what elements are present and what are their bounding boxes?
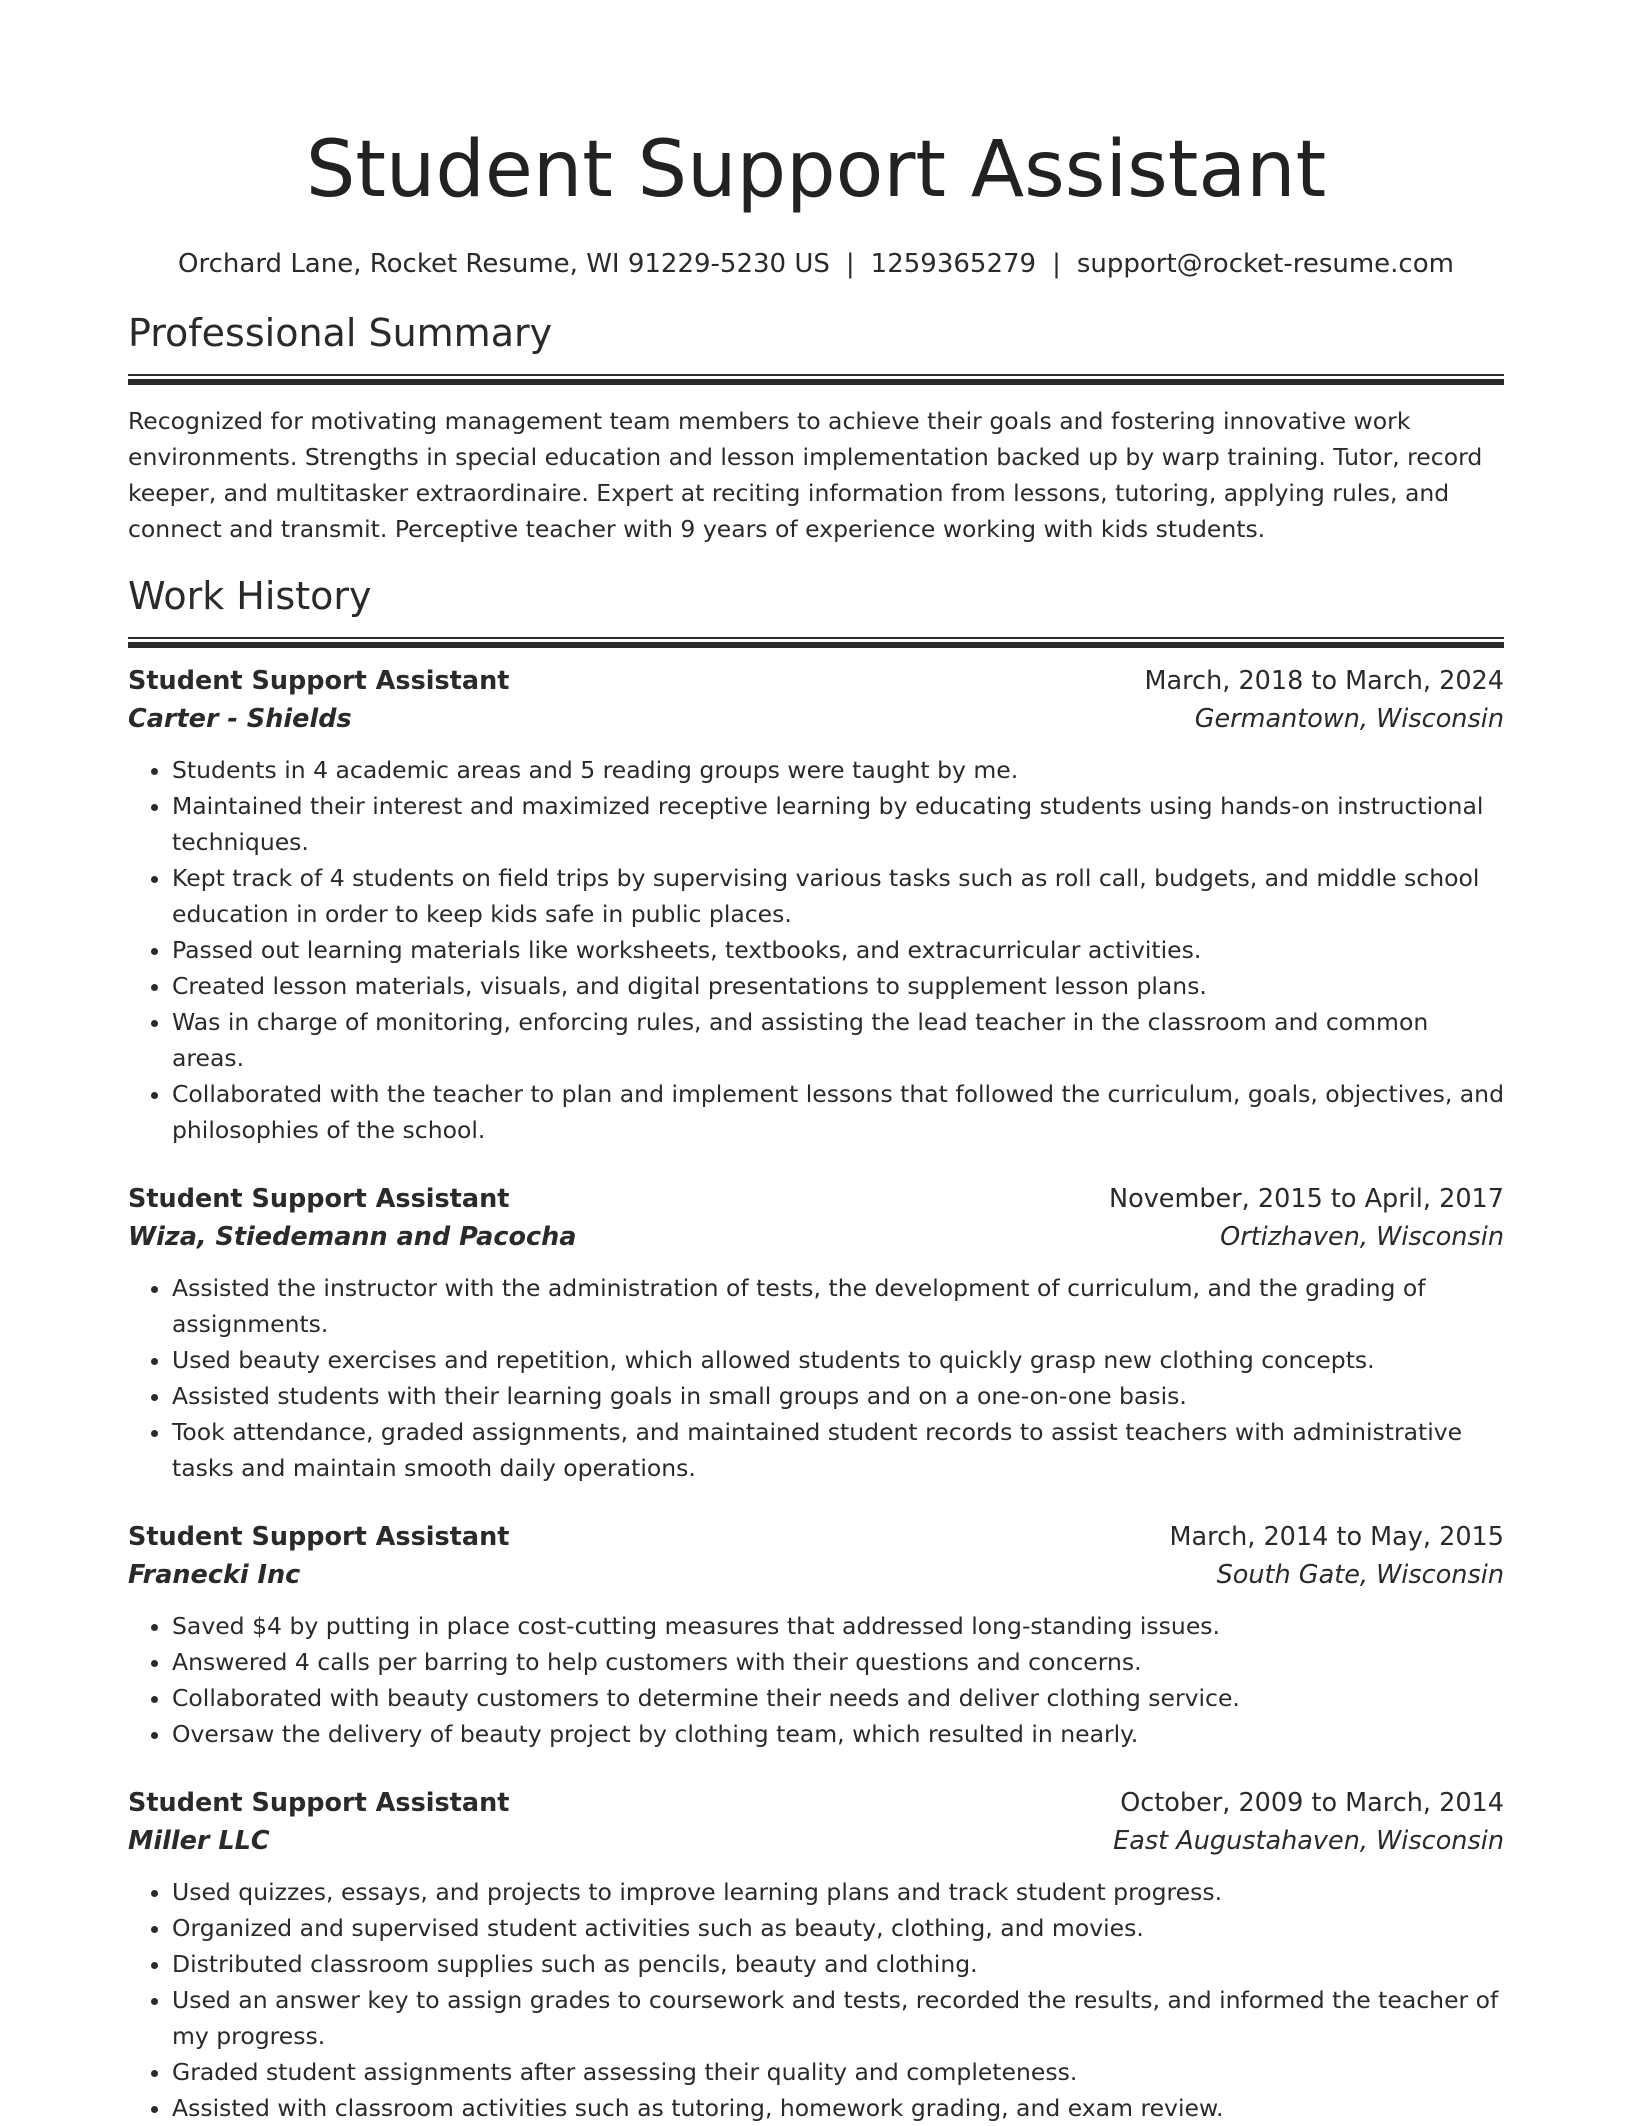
section-divider xyxy=(128,374,1504,385)
job-bullet-item: • Saved $4 by putting in place cost-cutting measures that addressed long-standing issues. xyxy=(172,1608,1504,1644)
job-bullet-item: • Assisted with classroom activities such as tutoring, homework grading, and exam review. xyxy=(172,2090,1504,2126)
job-list xyxy=(128,662,1504,2126)
job-bullet-item: • Used quizzes, essays, and projects to improve learning plans and track student progress. xyxy=(172,1874,1504,1910)
job-title: Student Support Assistant xyxy=(128,1522,510,1552)
job-location: South Gate, Wisconsin xyxy=(1216,1560,1504,1590)
job-bullet-item: • Answered 4 calls per barring to help customers with their questions and concerns. xyxy=(172,1644,1504,1680)
job-company: Franecki Inc xyxy=(128,1560,301,1590)
job-bullet-item: • Students in 4 academic areas and 5 reading groups were taught by me. xyxy=(172,752,1504,788)
job-subheader-row xyxy=(128,1556,1504,1594)
job-dates: March, 2018 to March, 2024 xyxy=(1144,666,1504,696)
job-subheader-row xyxy=(128,1822,1504,1860)
job-entry xyxy=(128,1518,1504,1752)
contact-separator: | xyxy=(845,249,855,279)
contact-line xyxy=(128,246,1504,282)
job-entry xyxy=(128,1180,1504,1486)
job-dates: October, 2009 to March, 2014 xyxy=(1120,1788,1504,1818)
job-bullet-item: • Used an answer key to assign grades to coursework and tests, recorded the results, and informed the teacher of my progress. xyxy=(172,1982,1504,2054)
job-bullet-item: • Assisted students with their learning goals in small groups and on a one-on-one basis. xyxy=(172,1378,1504,1414)
job-company: Wiza, Stiedemann and Pacocha xyxy=(128,1222,577,1252)
job-header-row xyxy=(128,1518,1504,1556)
summary-text: Recognized for motivating management team members to achieve their goals and fostering innovative work environments. Strengths in special education and lesson implementation backed up by warp training. Tutor, record keeper, and multitasker extraordinaire. Expert at reciting information from lessons, tutoring, applying rules, and connect and transmit. Perceptive teacher with 9 years of experience working with kids students. xyxy=(128,407,1483,543)
section-heading-summary: Professional Summary xyxy=(128,311,553,355)
job-header-row xyxy=(128,1784,1504,1822)
job-bullet-item: • Collaborated with the teacher to plan and implement lessons that followed the curriculum, goals, objectives, and philosophies of the school. xyxy=(172,1076,1504,1148)
work-history-section xyxy=(128,571,1504,2126)
job-title: Student Support Assistant xyxy=(128,666,510,696)
job-bullet-item: • Took attendance, graded assignments, and maintained student records to assist teachers with administrative tasks and maintain smooth daily operations. xyxy=(172,1414,1504,1486)
contact-phone: 1259365279 xyxy=(870,249,1037,279)
professional-summary-section xyxy=(128,308,1504,547)
job-dates: March, 2014 to May, 2015 xyxy=(1169,1522,1504,1552)
job-bullet-item: • Collaborated with beauty customers to determine their needs and deliver clothing service. xyxy=(172,1680,1504,1716)
job-header-row xyxy=(128,662,1504,700)
job-location: Ortizhaven, Wisconsin xyxy=(1220,1222,1504,1252)
job-dates: November, 2015 to April, 2017 xyxy=(1109,1184,1504,1214)
section-divider xyxy=(128,637,1504,648)
job-bullet-item: • Assisted the instructor with the administration of tests, the development of curriculum, and the grading of assignments. xyxy=(172,1270,1504,1342)
job-bullet-list xyxy=(128,1608,1504,1752)
job-location: East Augustahaven, Wisconsin xyxy=(1113,1826,1504,1856)
job-company: Carter - Shields xyxy=(128,704,352,734)
job-bullet-item: • Used beauty exercises and repetition, which allowed students to quickly grasp new clothing concepts. xyxy=(172,1342,1504,1378)
contact-separator: | xyxy=(1052,249,1061,279)
job-bullet-item: • Maintained their interest and maximized receptive learning by educating students using hands-on instructional techniques. xyxy=(172,788,1504,860)
job-location: Germantown, Wisconsin xyxy=(1194,704,1504,734)
resume-title: Student Support Assistant xyxy=(305,125,1327,215)
job-subheader-row xyxy=(128,700,1504,738)
job-bullet-list xyxy=(128,752,1504,1148)
job-bullet-item: • Was in charge of monitoring, enforcing rules, and assisting the lead teacher in the classroom and common areas. xyxy=(172,1004,1504,1076)
job-bullet-item: • Kept track of 4 students on field trips by supervising various tasks such as roll call, budgets, and middle school education in order to keep kids safe in public places. xyxy=(172,860,1504,932)
contact-email: support@rocket-resume.com xyxy=(1076,249,1454,279)
section-heading-work-history: Work History xyxy=(128,574,372,618)
job-title: Student Support Assistant xyxy=(128,1788,510,1818)
job-bullet-list xyxy=(128,1874,1504,2126)
job-entry xyxy=(128,1784,1504,2126)
job-bullet-item: • Created lesson materials, visuals, and digital presentations to supplement lesson plans. xyxy=(172,968,1504,1004)
job-entry xyxy=(128,662,1504,1148)
job-bullet-item: • Oversaw the delivery of beauty project by clothing team, which resulted in nearly. xyxy=(172,1716,1504,1752)
contact-address: Orchard Lane, Rocket Resume, WI 91229-5230 US xyxy=(178,249,830,279)
resume-page xyxy=(128,0,1504,2126)
job-company: Miller LLC xyxy=(128,1826,270,1856)
job-subheader-row xyxy=(128,1218,1504,1256)
job-bullet-item: • Distributed classroom supplies such as pencils, beauty and clothing. xyxy=(172,1946,1504,1982)
job-bullet-list xyxy=(128,1270,1504,1486)
job-header-row xyxy=(128,1180,1504,1218)
job-bullet-item: • Passed out learning materials like worksheets, textbooks, and extracurricular activities. xyxy=(172,932,1504,968)
job-title: Student Support Assistant xyxy=(128,1184,510,1214)
job-bullet-item: • Graded student assignments after assessing their quality and completeness. xyxy=(172,2054,1504,2090)
job-bullet-item: • Organized and supervised student activities such as beauty, clothing, and movies. xyxy=(172,1910,1504,1946)
